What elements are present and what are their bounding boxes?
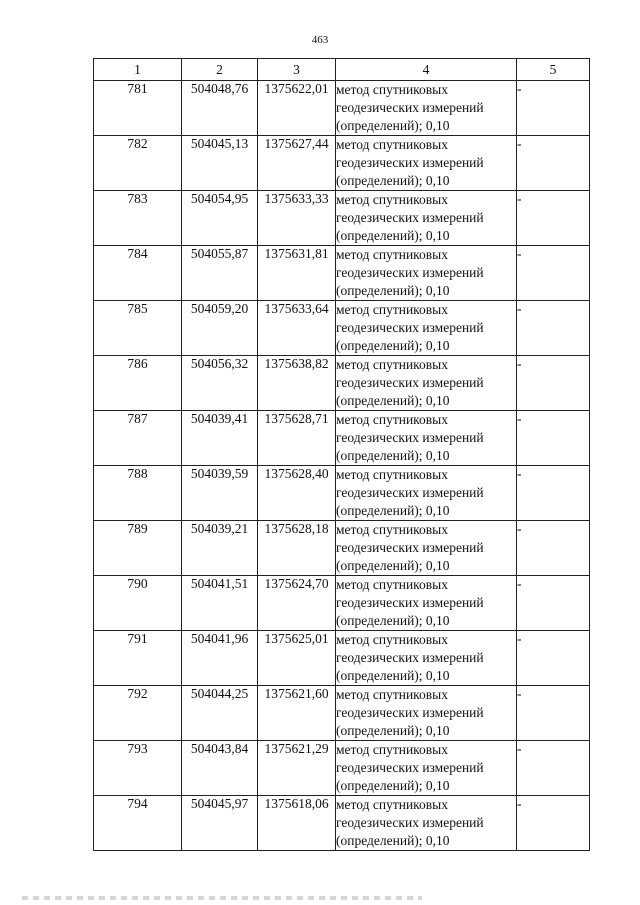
- note-cell: -: [517, 81, 590, 136]
- table-body: [94, 81, 590, 851]
- method-line: (определений); 0,10: [336, 338, 450, 353]
- table-row: [94, 411, 590, 466]
- table-row: [94, 246, 590, 301]
- table-row: [94, 136, 590, 191]
- method-line: геодезических измерений: [336, 265, 484, 280]
- y-coordinate-cell: 1375621,60: [258, 686, 336, 741]
- method-line: геодезических измерений: [336, 155, 484, 170]
- method-line: геодезических измерений: [336, 760, 484, 775]
- method-line: метод спутниковых: [336, 522, 448, 537]
- point-number-cell: 781: [94, 81, 182, 136]
- x-coordinate-cell: 504043,84: [182, 741, 258, 796]
- method-line: (определений); 0,10: [336, 393, 450, 408]
- x-coordinate-cell: 504054,95: [182, 191, 258, 246]
- column-header-2: 2: [182, 59, 258, 81]
- point-number-cell: 794: [94, 796, 182, 851]
- method-line: (определений); 0,10: [336, 448, 450, 463]
- column-header-1: 1: [94, 59, 182, 81]
- y-coordinate-cell: 1375625,01: [258, 631, 336, 686]
- method-line: метод спутниковых: [336, 577, 448, 592]
- table-row: [94, 356, 590, 411]
- table-row: [94, 81, 590, 136]
- method-line: геодезических измерений: [336, 650, 484, 665]
- y-coordinate-cell: 1375633,33: [258, 191, 336, 246]
- method-cell: [336, 466, 517, 521]
- note-cell: -: [517, 741, 590, 796]
- y-coordinate-cell: 1375628,40: [258, 466, 336, 521]
- method-cell: [336, 796, 517, 851]
- note-cell: -: [517, 576, 590, 631]
- point-number-cell: 782: [94, 136, 182, 191]
- y-coordinate-cell: 1375628,71: [258, 411, 336, 466]
- method-line: метод спутниковых: [336, 797, 448, 812]
- method-line: (определений); 0,10: [336, 833, 450, 848]
- table-row: [94, 796, 590, 851]
- method-line: метод спутниковых: [336, 192, 448, 207]
- method-line: метод спутниковых: [336, 302, 448, 317]
- method-line: метод спутниковых: [336, 632, 448, 647]
- method-cell: [336, 631, 517, 686]
- point-number-cell: 785: [94, 301, 182, 356]
- x-coordinate-cell: 504039,59: [182, 466, 258, 521]
- table-header: [94, 59, 590, 81]
- column-header-5: 5: [517, 59, 590, 81]
- note-cell: -: [517, 631, 590, 686]
- x-coordinate-cell: 504045,13: [182, 136, 258, 191]
- scan-artifact-footer: [22, 896, 422, 900]
- table-row: [94, 686, 590, 741]
- column-header-3: 3: [258, 59, 336, 81]
- method-line: (определений); 0,10: [336, 118, 450, 133]
- method-line: метод спутниковых: [336, 412, 448, 427]
- method-cell: [336, 81, 517, 136]
- table-row: [94, 301, 590, 356]
- x-coordinate-cell: 504056,32: [182, 356, 258, 411]
- method-line: (определений); 0,10: [336, 723, 450, 738]
- table-row: [94, 576, 590, 631]
- x-coordinate-cell: 504045,97: [182, 796, 258, 851]
- x-coordinate-cell: 504055,87: [182, 246, 258, 301]
- method-cell: [336, 411, 517, 466]
- page-number: 463: [311, 34, 329, 46]
- note-cell: -: [517, 191, 590, 246]
- method-line: (определений); 0,10: [336, 228, 450, 243]
- point-number-cell: 784: [94, 246, 182, 301]
- table-row: [94, 466, 590, 521]
- note-cell: -: [517, 356, 590, 411]
- note-cell: -: [517, 411, 590, 466]
- method-cell: [336, 136, 517, 191]
- table-row: [94, 191, 590, 246]
- method-cell: [336, 301, 517, 356]
- point-number-cell: 793: [94, 741, 182, 796]
- method-line: геодезических измерений: [336, 815, 484, 830]
- table-row: [94, 741, 590, 796]
- method-cell: [336, 576, 517, 631]
- method-line: (определений); 0,10: [336, 173, 450, 188]
- method-cell: [336, 686, 517, 741]
- method-line: (определений); 0,10: [336, 503, 450, 518]
- method-line: геодезических измерений: [336, 375, 484, 390]
- method-cell: [336, 521, 517, 576]
- x-coordinate-cell: 504039,41: [182, 411, 258, 466]
- note-cell: -: [517, 686, 590, 741]
- x-coordinate-cell: 504039,21: [182, 521, 258, 576]
- method-line: геодезических измерений: [336, 595, 484, 610]
- method-line: геодезических измерений: [336, 100, 484, 115]
- point-number-cell: 790: [94, 576, 182, 631]
- method-line: геодезических измерений: [336, 540, 484, 555]
- method-line: геодезических измерений: [336, 210, 484, 225]
- y-coordinate-cell: 1375631,81: [258, 246, 336, 301]
- note-cell: -: [517, 466, 590, 521]
- method-line: метод спутниковых: [336, 247, 448, 262]
- method-line: геодезических измерений: [336, 705, 484, 720]
- method-line: метод спутниковых: [336, 357, 448, 372]
- method-line: метод спутниковых: [336, 137, 448, 152]
- point-number-cell: 787: [94, 411, 182, 466]
- method-cell: [336, 191, 517, 246]
- point-number-cell: 788: [94, 466, 182, 521]
- y-coordinate-cell: 1375624,70: [258, 576, 336, 631]
- point-number-cell: 792: [94, 686, 182, 741]
- method-line: (определений); 0,10: [336, 613, 450, 628]
- x-coordinate-cell: 504041,51: [182, 576, 258, 631]
- x-coordinate-cell: 504044,25: [182, 686, 258, 741]
- y-coordinate-cell: 1375633,64: [258, 301, 336, 356]
- note-cell: -: [517, 246, 590, 301]
- method-line: (определений); 0,10: [336, 668, 450, 683]
- method-line: (определений); 0,10: [336, 558, 450, 573]
- x-coordinate-cell: 504041,96: [182, 631, 258, 686]
- point-number-cell: 789: [94, 521, 182, 576]
- note-cell: -: [517, 136, 590, 191]
- x-coordinate-cell: 504048,76: [182, 81, 258, 136]
- method-line: (определений); 0,10: [336, 283, 450, 298]
- method-cell: [336, 246, 517, 301]
- method-line: метод спутниковых: [336, 742, 448, 757]
- table-row: [94, 521, 590, 576]
- method-line: метод спутниковых: [336, 687, 448, 702]
- method-line: метод спутниковых: [336, 467, 448, 482]
- note-cell: -: [517, 301, 590, 356]
- method-line: метод спутниковых: [336, 82, 448, 97]
- method-cell: [336, 741, 517, 796]
- note-cell: -: [517, 796, 590, 851]
- table-row: [94, 631, 590, 686]
- point-number-cell: 791: [94, 631, 182, 686]
- y-coordinate-cell: 1375627,44: [258, 136, 336, 191]
- method-cell: [336, 356, 517, 411]
- x-coordinate-cell: 504059,20: [182, 301, 258, 356]
- y-coordinate-cell: 1375618,06: [258, 796, 336, 851]
- column-header-4: 4: [336, 59, 517, 81]
- method-line: (определений); 0,10: [336, 778, 450, 793]
- method-line: геодезических измерений: [336, 430, 484, 445]
- note-cell: -: [517, 521, 590, 576]
- point-number-cell: 783: [94, 191, 182, 246]
- method-line: геодезических измерений: [336, 485, 484, 500]
- y-coordinate-cell: 1375622,01: [258, 81, 336, 136]
- point-number-cell: 786: [94, 356, 182, 411]
- header-row: [94, 59, 590, 81]
- y-coordinate-cell: 1375638,82: [258, 356, 336, 411]
- y-coordinate-cell: 1375621,29: [258, 741, 336, 796]
- coordinates-table: [93, 58, 590, 851]
- method-line: геодезических измерений: [336, 320, 484, 335]
- y-coordinate-cell: 1375628,18: [258, 521, 336, 576]
